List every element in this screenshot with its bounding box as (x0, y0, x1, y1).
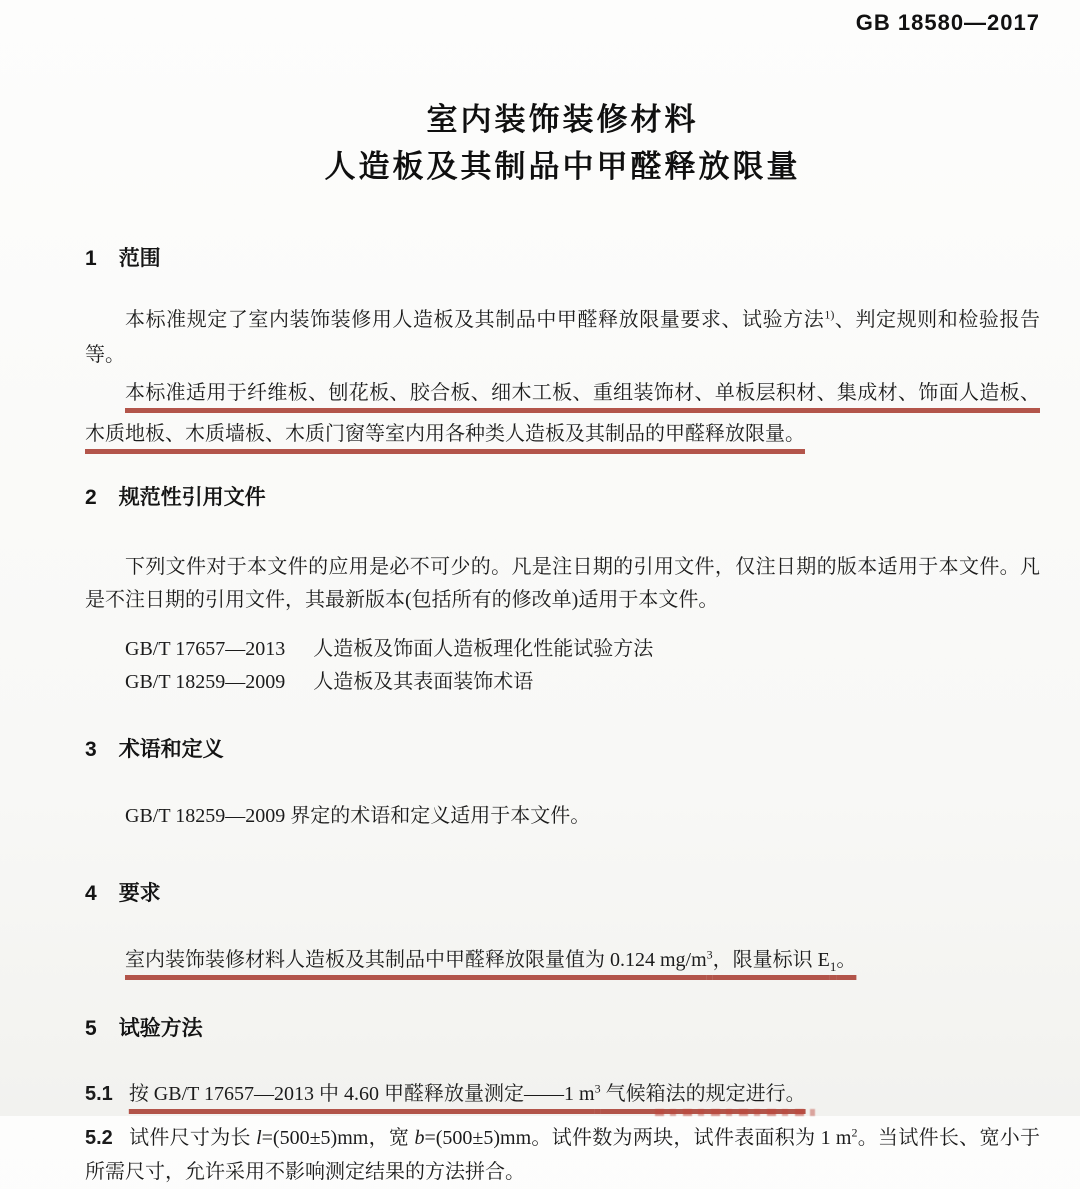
section-1-number: 1 (85, 247, 97, 270)
limit-text-end: 。 (836, 949, 857, 971)
doc-title-line-2: 人造板及其制品中甲醛释放限量 (324, 149, 801, 184)
item-5-2-text: 试件尺寸为长 (128, 1127, 257, 1149)
requirements-limit-paragraph (85, 943, 1040, 978)
test-method-5-2 (85, 1121, 1040, 1189)
item-5-2-number: 5.2 (85, 1127, 113, 1149)
section-4-title: 要求 (118, 882, 161, 905)
limit-text-before: 室内装饰装修材料人造板及其制品中甲醛释放限量值为 0.124 mg/m (125, 949, 707, 971)
section-5-title: 试验方法 (118, 1017, 203, 1040)
e1-subscript: 1 (829, 959, 837, 974)
section-2-title: 规范性引用文件 (118, 486, 266, 509)
reference-list (85, 633, 1040, 699)
reference-title: 人造板及饰面人造板理化性能试验方法 (313, 638, 654, 660)
reference-code: GB/T 18259—2009 (125, 671, 286, 693)
terms-definitions-paragraph: GB/T 18259—2009 界定的术语和定义适用于本文件。 (125, 805, 591, 827)
reference-item (85, 666, 1040, 699)
item-5-2-text: 。当试件长、宽小于所需尺寸，允许采用不影响测定结果的方法拼合。 (85, 1127, 1041, 1183)
doc-title (85, 96, 1040, 190)
scope-paragraph (85, 303, 1040, 373)
reference-title: 人造板及其表面装饰术语 (313, 671, 534, 693)
reference-code: GB/T 17657—2013 (125, 638, 286, 660)
width-variable: b (414, 1127, 425, 1149)
section-5-number: 5 (85, 1017, 97, 1040)
scope-text-before: 本标准规定了室内装饰装修用人造板及其制品中甲醛释放限量要求、试验方法 (125, 309, 825, 331)
square-meter-superscript: 2 (851, 1125, 858, 1140)
section-3-heading (85, 737, 1040, 763)
section-1-heading (85, 246, 1040, 272)
cubic-meter-superscript: 3 (706, 947, 713, 962)
section-3-number: 3 (85, 738, 97, 761)
test-method-5-1 (85, 1077, 1040, 1112)
scope-applicability-paragraph: 本标准适用于纤维板、刨花板、胶合板、细木工板、重组装饰材、单板层积材、集成材、饰面人造板、木质地板、木质墙板、木质门窗等室内用各种类人造板及其制品的甲醛释放限量。 (85, 382, 1040, 445)
length-variable: l (256, 1127, 262, 1149)
cubic-meter-superscript: 3 (594, 1081, 601, 1096)
reference-item (85, 633, 1040, 666)
footnote-marker-1: 1) (824, 307, 835, 322)
section-4-number: 4 (85, 882, 97, 905)
limit-text-mid: ，限量标识 E (712, 949, 830, 971)
section-1-title: 范围 (118, 247, 161, 270)
doc-number: GB 18580—2017 (855, 10, 1040, 35)
item-5-1-number: 5.1 (85, 1083, 113, 1105)
section-5-heading (85, 1016, 1040, 1042)
item-5-2-text: =(500±5)mm，宽 (261, 1127, 415, 1149)
doc-title-line-1: 室内装饰装修材料 (426, 102, 699, 137)
item-5-1-text-after: 气候箱法的规定进行。 (600, 1083, 806, 1105)
section-4-heading (85, 881, 1040, 907)
item-5-2-text: =(500±5)mm。试件数为两块，试件表面积为 1 m (424, 1127, 852, 1149)
section-2-heading (85, 485, 1040, 511)
item-5-1-text-before: 按 GB/T 17657—2013 中 4.60 甲醛释放量测定——1 m (128, 1083, 595, 1105)
section-3-title: 术语和定义 (118, 738, 224, 761)
partial-red-text-cutoff (655, 1109, 815, 1116)
normative-references-paragraph: 下列文件对于本文件的应用是必不可少的。凡是注日期的引用文件，仅注日期的版本适用于本文件。凡是不注日期的引用文件，其最新版本(包括所有的修改单)适用于本文件。 (85, 556, 1040, 611)
scope-text-after: 、判定规则和检验报告等。 (85, 309, 1041, 366)
section-2-number: 2 (85, 486, 97, 509)
